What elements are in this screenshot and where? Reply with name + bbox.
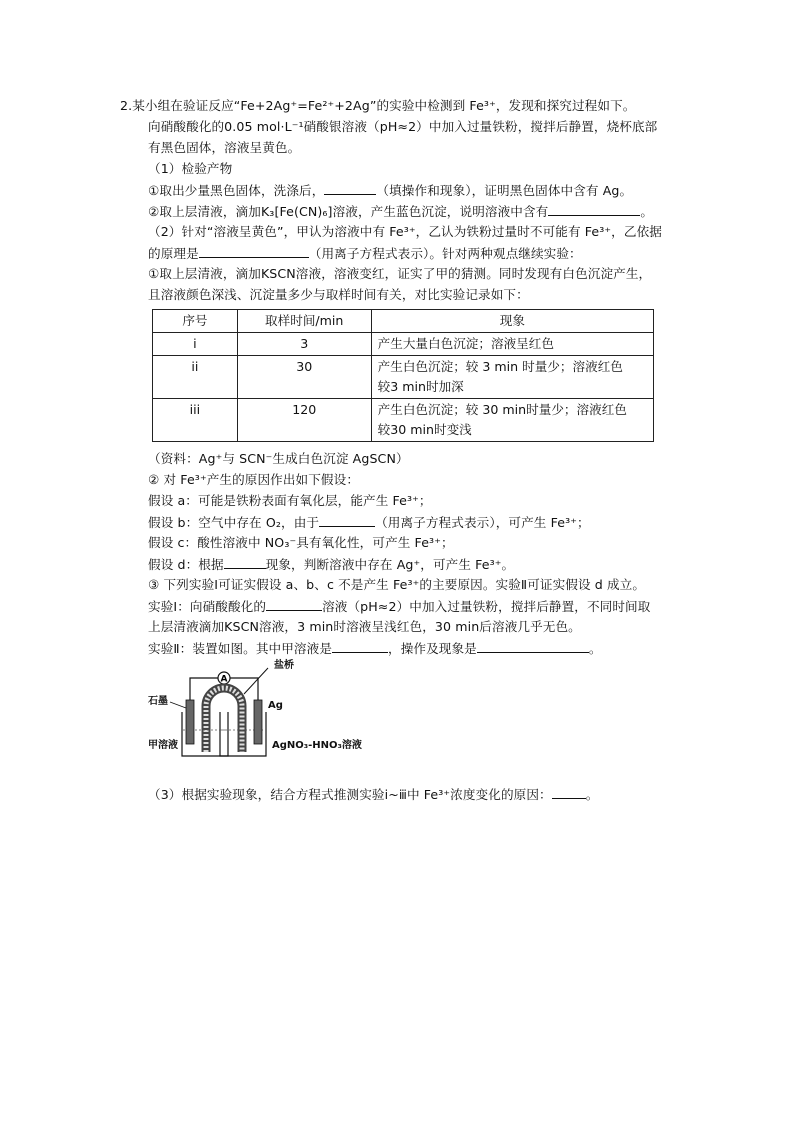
phenomenon-line: 产生大量白色沉淀；溶液呈红色	[377, 336, 554, 351]
answer-blank-2[interactable]	[548, 201, 640, 216]
ammeter-label: A	[220, 674, 228, 685]
salt-bridge-label: 盐桥	[274, 660, 294, 671]
answer-blank-5[interactable]	[224, 554, 266, 569]
salt-bridge-pointer	[244, 668, 268, 694]
hypothesis-b-text-b: （用离子方程式表示），可产生 Fe³⁺；	[375, 515, 590, 530]
silver-electrode	[254, 700, 262, 744]
table-row	[153, 356, 654, 399]
silver-label: Ag	[268, 700, 283, 711]
table-row	[153, 333, 654, 356]
part1-q2-text-a: ②取上层清液，滴加K₃[Fe(CN)₆]溶液，产生蓝色沉淀，说明溶液中含有	[148, 204, 549, 219]
question-intro-line-2: 向硝酸酸化的0.05 mol·L⁻¹硝酸银溶液（pH≈2）中加入过量铁粉，搅拌后静置，烧杯底部	[148, 119, 658, 134]
data-note: （资料：Ag⁺与 SCN⁻生成白色沉淀 AgSCN）	[148, 451, 409, 466]
experiment-2-text-c: 。	[588, 641, 602, 656]
hypothesis-b	[148, 512, 590, 533]
phenomenon-line: 产生白色沉淀；较 30 min时量少；溶液红色	[377, 402, 627, 417]
part1-q2-text-b: 。	[640, 204, 654, 219]
table-header-row	[153, 310, 654, 333]
right-solution-label: AgNO₃-HNO₃溶液	[272, 740, 362, 751]
answer-blank-1[interactable]	[324, 180, 376, 195]
answer-blank-8[interactable]	[477, 638, 589, 653]
part1-q1-text-b: （填操作和现象），证明黑色固体中含有 Ag。	[376, 183, 633, 198]
table-cell-id: iii	[153, 399, 238, 442]
hypothesis-d	[148, 554, 514, 575]
part2-line-1: （2）针对“溶液呈黄色”，甲认为溶液中有 Fe³⁺，乙认为铁粉过量时不可能有 Fe³⁺，乙依据	[148, 224, 662, 239]
experiment-2-text-b: ，操作及现象是	[388, 641, 477, 656]
graphite-label: 石墨	[148, 696, 168, 707]
hypothesis-a: 假设 a：可能是铁粉表面有氧化层，能产生 Fe³⁺；	[148, 493, 432, 508]
question-intro-line-3: 有黑色固体，溶液呈黄色。	[148, 140, 301, 155]
hypothesis-b-text-a: 假设 b：空气中存在 O₂，由于	[148, 515, 320, 530]
table-cell-id: ii	[153, 356, 238, 399]
part2-line-2	[148, 243, 582, 264]
question-intro-line-1: 2.某小组在验证反应“Fe+2Ag⁺=Fe²⁺+2Ag”的实验中检测到 Fe³⁺，发现和探究过程如下。	[120, 98, 636, 113]
experiment-1-line-1	[148, 596, 650, 617]
phenomenon-line: 产生白色沉淀；较 3 min 时量少；溶液红色	[377, 359, 623, 374]
table-cell-time: 3	[237, 333, 371, 356]
galvanic-cell-diagram	[148, 660, 362, 760]
table-cell-phenomenon	[371, 333, 653, 356]
experiment-1-text-a: 实验Ⅰ：向硝酸酸化的	[148, 599, 267, 614]
answer-blank-6[interactable]	[266, 596, 322, 611]
table-cell-time: 30	[237, 356, 371, 399]
part2-line-3: ①取上层清液，滴加KSCN溶液，溶液变红，证实了甲的猜测。同时发现有白色沉淀产生，	[148, 266, 652, 281]
salt-bridge-tube	[206, 688, 242, 752]
phenomenon-line: 较30 min时变浅	[377, 422, 472, 437]
answer-blank-7[interactable]	[332, 638, 388, 653]
part3-text-a: （3）根据实验现象，结合方程式推测实验ⅰ~ⅲ中 Fe³⁺浓度变化的原因：	[148, 787, 552, 802]
table-cell-phenomenon	[371, 399, 653, 442]
part3-line	[148, 784, 598, 805]
answer-blank-9[interactable]	[552, 784, 586, 799]
table-header-time: 取样时间/min	[237, 310, 371, 333]
table-cell-phenomenon	[371, 356, 653, 399]
table-header-phenomenon: 现象	[371, 310, 653, 333]
hypothesis-d-text-a: 假设 d：根据	[148, 557, 224, 572]
experiment-2-line	[148, 638, 602, 659]
experiment-2-text-a: 实验Ⅱ：装置如图。其中甲溶液是	[148, 641, 333, 656]
hypothesis-c: 假设 c：酸性溶液中 NO₃⁻具有氧化性，可产生 Fe³⁺；	[148, 535, 454, 550]
part1-q1	[148, 180, 632, 201]
part3-text-b: 。	[585, 787, 599, 802]
part2-line-4: 且溶液颜色深浅、沉淀量多少与取样时间有关，对比实验记录如下：	[148, 287, 529, 302]
answer-blank-4[interactable]	[319, 512, 375, 527]
part2-line-2-text-b: （用离子方程式表示）。针对两种观点继续实验：	[308, 246, 582, 261]
experiment-1-line-2: 上层清液滴加KSCN溶液，3 min时溶液呈浅红色，30 min后溶液几乎无色。	[148, 619, 581, 634]
hypothesis-d-text-b: 现象，判断溶液中存在 Ag⁺，可产生 Fe³⁺。	[265, 557, 515, 572]
part2-line-2-text-a: 的原理是	[148, 246, 199, 261]
answer-blank-3[interactable]	[199, 243, 309, 258]
table-cell-time: 120	[237, 399, 371, 442]
graphite-electrode	[186, 700, 194, 744]
table-row	[153, 399, 654, 442]
part1-q1-text-a: ①取出少量黑色固体，洗涤后，	[148, 183, 325, 198]
part2-q3-line: ③ 下列实验Ⅰ可证实假设 a、b、c 不是产生 Fe³⁺的主要原因。实验Ⅱ可证实假设 d 成立。	[148, 577, 646, 592]
experiment-record-table	[152, 309, 654, 442]
experiment-1-text-b: 溶液（pH≈2）中加入过量铁粉，搅拌后静置，不同时间取	[322, 599, 651, 614]
part1-title: （1）检验产物	[148, 161, 233, 176]
graphite-pointer	[170, 702, 186, 708]
table-cell-id: i	[153, 333, 238, 356]
phenomenon-line: 较3 min时加深	[377, 379, 464, 394]
jia-solution-label: 甲溶液	[148, 740, 178, 751]
table-header-id: 序号	[153, 310, 238, 333]
part1-q2	[148, 201, 653, 222]
part2-q2-title: ② 对 Fe³⁺产生的原因作出如下假设：	[148, 472, 360, 487]
